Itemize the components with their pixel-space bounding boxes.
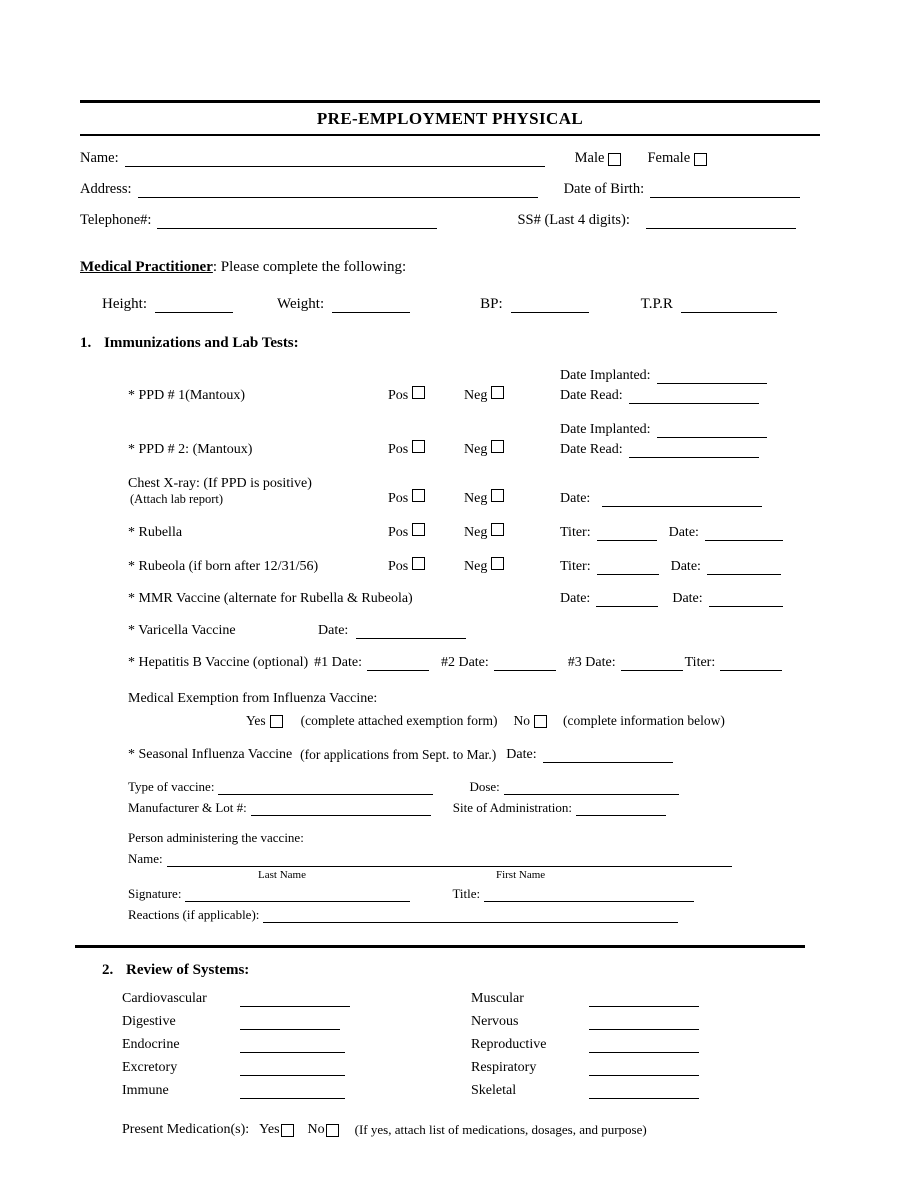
weight-input[interactable]: [332, 298, 410, 313]
male-checkbox[interactable]: [608, 153, 621, 166]
rubella-date-input[interactable]: [705, 526, 783, 541]
ros-left-column: [122, 991, 471, 1106]
section-2-title: Review of Systems:: [126, 962, 250, 978]
title-input[interactable]: [484, 887, 694, 902]
rubella-titer-label: Titer:: [560, 525, 591, 540]
rubeola-date-input[interactable]: [707, 560, 781, 575]
address-input[interactable]: [138, 183, 538, 198]
chest-xray-subnote: (Attach lab report): [130, 492, 224, 506]
rubella-neg-label: Neg: [464, 525, 488, 540]
weight-label: Weight:: [277, 296, 325, 312]
ss-input[interactable]: [646, 214, 796, 229]
ros-digestive-label: Digestive: [122, 1014, 176, 1029]
hep-d3-label: #3 Date:: [567, 655, 616, 670]
vaccine-detail-block: [80, 779, 820, 867]
tpr-label: T.P.R: [640, 296, 673, 312]
ros-immune-input[interactable]: [240, 1084, 345, 1099]
ppd1-dates: [560, 368, 820, 404]
immunization-rows: [80, 368, 820, 671]
varicella-date-input[interactable]: [356, 624, 466, 639]
name-captions: [80, 869, 820, 881]
ppd2-neg-label: Neg: [464, 442, 488, 457]
exemption-no-note: (complete information below): [562, 713, 725, 728]
ppd1-read-input[interactable]: [629, 389, 759, 404]
list-item: [471, 1060, 820, 1076]
rubella-neg: [464, 523, 560, 541]
ros-immune-label: Immune: [122, 1083, 169, 1098]
reactions-row: [128, 907, 820, 923]
ppd1-pos-checkbox[interactable]: [412, 386, 425, 399]
dob-label: Date of Birth:: [563, 181, 645, 197]
section-divider: [75, 945, 805, 948]
ros-cardiovascular-label: Cardiovascular: [122, 991, 207, 1006]
seasonal-influenza-row: [80, 747, 820, 763]
telephone-label: Telephone#:: [80, 212, 152, 228]
ppd1-implanted-input[interactable]: [657, 369, 767, 384]
bp-label: BP:: [480, 296, 503, 312]
ros-respiratory-label: Respiratory: [471, 1060, 537, 1075]
ppd2-label: * PPD # 2: (Mantoux): [128, 442, 253, 457]
manufacturer-label: Manufacturer & Lot #:: [128, 800, 247, 815]
type-of-vaccine-input[interactable]: [218, 780, 433, 795]
ppd1-neg-label: Neg: [464, 388, 488, 403]
rubella-neg-checkbox[interactable]: [491, 523, 504, 536]
hep-d3-input[interactable]: [621, 656, 683, 671]
rubeola-neg-label: Neg: [464, 559, 488, 574]
list-item: [122, 991, 471, 1007]
administrator-name-label: Name:: [128, 851, 163, 866]
section-2-number: 2.: [102, 962, 114, 978]
mmr-dates: [560, 591, 820, 607]
last-name-caption: Last Name: [258, 869, 306, 881]
chest-xray-neg-checkbox[interactable]: [491, 489, 504, 502]
list-item: [471, 1014, 820, 1030]
list-item: [122, 1037, 471, 1053]
signature-label: Signature:: [128, 886, 182, 901]
ppd1-implanted-label: Date Implanted:: [560, 368, 651, 383]
hep-titer-input[interactable]: [720, 656, 782, 671]
ppd2-read-input[interactable]: [629, 443, 759, 458]
section-1-title: Immunizations and Lab Tests:: [104, 335, 299, 351]
ppd2-dates: [560, 422, 820, 458]
ros-endocrine-input[interactable]: [240, 1038, 345, 1053]
ppd2-neg: [464, 440, 560, 458]
seasonal-label: * Seasonal Influenza Vaccine: [128, 747, 293, 762]
female-label: Female: [647, 150, 691, 166]
ros-muscular-input[interactable]: [589, 992, 699, 1007]
rubeola-titer-label: Titer:: [560, 559, 591, 574]
chest-xray-date-input[interactable]: [602, 492, 762, 507]
ros-digestive-input[interactable]: [240, 1015, 340, 1030]
mmr-date2-label: Date:: [672, 591, 703, 606]
ros-excretory-input[interactable]: [240, 1061, 345, 1076]
list-item: [471, 991, 820, 1007]
hep-d1-input[interactable]: [367, 656, 429, 671]
height-input[interactable]: [155, 298, 233, 313]
ppd1-pos: [388, 386, 464, 404]
hepatitis-label: * Hepatitis B Vaccine (optional): [128, 655, 309, 670]
ppd2-pos: [388, 440, 464, 458]
ppd1-neg-checkbox[interactable]: [491, 386, 504, 399]
rubeola-neg-checkbox[interactable]: [491, 557, 504, 570]
exemption-no-label: No: [513, 713, 530, 728]
name-row: [80, 150, 820, 167]
rubella-pos: [388, 523, 464, 541]
section-1-heading: [80, 335, 820, 352]
bp-input[interactable]: [511, 298, 589, 313]
rubeola-pos-label: Pos: [388, 559, 409, 574]
hep-d2-input[interactable]: [494, 656, 556, 671]
female-checkbox[interactable]: [694, 153, 707, 166]
ppd2-pos-label: Pos: [388, 442, 409, 457]
exemption-heading: Medical Exemption from Influenza Vaccine:: [128, 691, 378, 706]
hepatitis-row: [128, 655, 820, 671]
list-item: [122, 1083, 471, 1099]
ros-skeletal-label: Skeletal: [471, 1083, 517, 1098]
chest-xray-title: Chest X-ray: (If PPD is positive): [128, 476, 312, 491]
manufacturer-input[interactable]: [251, 801, 431, 816]
chest-xray-label: [128, 476, 388, 507]
section-1-number: 1.: [80, 335, 92, 351]
ppd1-read-label: Date Read:: [560, 388, 623, 403]
mmr-date1-input[interactable]: [596, 592, 658, 607]
form-sheet: [80, 100, 820, 1138]
present-medication-no-checkbox[interactable]: [326, 1124, 339, 1137]
dose-label: Dose:: [469, 779, 500, 794]
ppd1-pos-label: Pos: [388, 388, 409, 403]
reactions-input[interactable]: [263, 908, 678, 923]
mmr-label: * MMR Vaccine (alternate for Rubella & Rubeola): [128, 591, 413, 606]
seasonal-date-input[interactable]: [543, 748, 673, 763]
chest-xray-date: [560, 491, 820, 507]
seasonal-date-label: Date:: [506, 747, 537, 762]
present-medication-row: [80, 1122, 820, 1138]
rubeola-neg: [464, 557, 560, 575]
review-of-systems-grid: [80, 991, 820, 1106]
rubeola-pos: [388, 557, 464, 575]
table-row: [128, 476, 820, 507]
ros-cardiovascular-input[interactable]: [240, 992, 350, 1007]
seasonal-note: (for applications from Sept. to Mar.): [300, 747, 497, 762]
present-medication-no-label: No: [307, 1122, 325, 1137]
varicella-label: * Varicella Vaccine: [128, 623, 236, 638]
site-label: Site of Administration:: [452, 800, 572, 815]
telephone-input[interactable]: [157, 214, 437, 229]
chest-xray-date-label: Date:: [560, 491, 591, 506]
ros-right-column: [471, 991, 820, 1106]
type-of-vaccine-row: [128, 779, 820, 795]
rubeola-label: * Rubeola (if born after 12/31/56): [128, 559, 319, 574]
administrator-name-input[interactable]: [167, 852, 732, 867]
mmr-date1-label: Date:: [560, 591, 591, 606]
ppd2-implanted-label: Date Implanted:: [560, 422, 651, 437]
administrator-name-row: [128, 851, 820, 867]
telephone-row: [80, 212, 820, 229]
ppd2-pos-checkbox[interactable]: [412, 440, 425, 453]
present-medication-yes-label: Yes: [259, 1122, 280, 1137]
first-name-caption: First Name: [495, 869, 546, 881]
table-row: [128, 368, 820, 404]
present-medication-yes-checkbox[interactable]: [281, 1124, 294, 1137]
type-of-vaccine-label: Type of vaccine:: [128, 779, 215, 794]
ros-reproductive-input[interactable]: [589, 1038, 699, 1053]
table-row: [128, 422, 820, 458]
chest-xray-pos-checkbox[interactable]: [412, 489, 425, 502]
exemption-options: [128, 713, 820, 729]
ppd1-label: * PPD # 1(Mantoux): [128, 388, 246, 403]
ros-respiratory-input[interactable]: [589, 1061, 699, 1076]
practitioner-heading-bold: Medical Practitioner: [80, 259, 213, 275]
name-label: Name:: [80, 150, 119, 166]
tpr-input[interactable]: [681, 298, 777, 313]
list-item: [471, 1037, 820, 1053]
rubella-titer-input[interactable]: [597, 526, 657, 541]
bp-field: [480, 296, 589, 313]
table-row: [128, 591, 820, 607]
ppd1-neg: [464, 386, 560, 404]
ros-nervous-label: Nervous: [471, 1014, 519, 1029]
practitioner-heading-rest: : Please complete the following:: [212, 259, 407, 275]
height-label: Height:: [102, 296, 147, 312]
title-rule-bottom: [80, 134, 820, 136]
ppd2-implanted-input[interactable]: [657, 423, 767, 438]
practitioner-heading: [80, 259, 820, 276]
hep-d1-label: #1 Date:: [314, 655, 362, 670]
person-administering-label: Person administering the vaccine:: [128, 830, 304, 845]
exemption-yes-checkbox[interactable]: [270, 715, 283, 728]
page-title: PRE-EMPLOYMENT PHYSICAL: [316, 109, 584, 128]
ros-nervous-input[interactable]: [589, 1015, 699, 1030]
ppd2-neg-checkbox[interactable]: [491, 440, 504, 453]
male-label: Male: [574, 150, 605, 166]
weight-field: [277, 296, 410, 313]
list-item: [122, 1014, 471, 1030]
chest-xray-pos: [388, 489, 464, 507]
reactions-label: Reactions (if applicable):: [128, 907, 260, 922]
chest-xray-pos-label: Pos: [388, 491, 409, 506]
ros-endocrine-label: Endocrine: [122, 1037, 180, 1052]
ss-label: SS# (Last 4 digits):: [517, 212, 630, 228]
height-field: [102, 296, 233, 313]
varicella-date-label: Date:: [318, 623, 349, 638]
manufacturer-row: [128, 800, 820, 816]
signature-row: [128, 886, 820, 902]
exemption-block: [80, 691, 820, 729]
section-2-heading: [80, 962, 820, 979]
chest-xray-neg-label: Neg: [464, 491, 488, 506]
ros-reproductive-label: Reproductive: [471, 1037, 547, 1052]
rubella-label: * Rubella: [128, 525, 183, 540]
list-item: [122, 1060, 471, 1076]
tpr-field: [641, 296, 777, 313]
varicella-row: [128, 623, 820, 639]
rubeola-pos-checkbox[interactable]: [412, 557, 425, 570]
ppd2-read-label: Date Read:: [560, 442, 623, 457]
signature-input[interactable]: [185, 887, 410, 902]
hep-titer-label: Titer:: [684, 655, 716, 670]
exemption-yes-note: (complete attached exemption form): [300, 713, 498, 728]
site-input[interactable]: [576, 801, 666, 816]
hep-d2-label: #2 Date:: [440, 655, 489, 670]
rubella-date-label: Date:: [668, 525, 699, 540]
present-medication-note: (If yes, attach list of medications, dosages, and purpose): [354, 1122, 647, 1137]
ros-skeletal-input[interactable]: [589, 1084, 699, 1099]
rubeola-results: [560, 559, 820, 575]
dose-input[interactable]: [504, 780, 679, 795]
ros-muscular-label: Muscular: [471, 991, 524, 1006]
address-row: [80, 181, 820, 198]
list-item: [471, 1083, 820, 1099]
table-row: [128, 557, 820, 575]
name-input[interactable]: [125, 152, 545, 167]
address-label: Address:: [80, 181, 132, 197]
rubella-pos-label: Pos: [388, 525, 409, 540]
title-label: Title:: [452, 886, 481, 901]
signature-block: [80, 886, 820, 923]
table-row: [128, 523, 820, 541]
vitals-row: [80, 296, 820, 313]
rubella-pos-checkbox[interactable]: [412, 523, 425, 536]
rubeola-date-label: Date:: [670, 559, 701, 574]
exemption-yes-label: Yes: [246, 713, 266, 728]
exemption-no-checkbox[interactable]: [534, 715, 547, 728]
dob-input[interactable]: [650, 183, 800, 198]
mmr-date2-input[interactable]: [709, 592, 783, 607]
rubella-results: [560, 525, 820, 541]
ros-excretory-label: Excretory: [122, 1060, 178, 1075]
chest-xray-neg: [464, 489, 560, 507]
present-medication-label: Present Medication(s):: [122, 1122, 250, 1137]
rubeola-titer-input[interactable]: [597, 560, 659, 575]
